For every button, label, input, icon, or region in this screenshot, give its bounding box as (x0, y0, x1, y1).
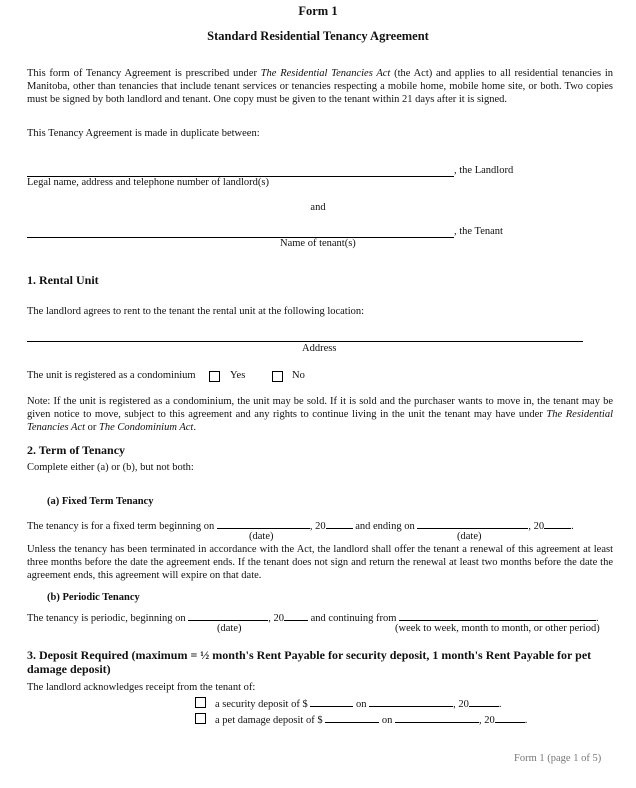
tenant-suffix: , the Tenant (454, 226, 503, 237)
address-field[interactable] (27, 341, 583, 342)
document-title: Standard Residential Tenancy Agreement (207, 29, 429, 43)
intro-paragraph: This form of Tenancy Agreement is prescribed under The Residential Tenancies Act (the Act) and applies to all residential tenancies in Manitoba, other than tenancies that include tenant services or tenancies respecting a mobile home, mobile home site, or both. Two copies must be signed by both landlord and tenant. One copy must be given to the tenant within 21 days after it is signed. (27, 68, 613, 105)
pet-deposit-date-field[interactable] (395, 712, 479, 723)
fixed-end-date-caption: (date) (457, 531, 482, 542)
page-footer: Form 1 (page 1 of 5) (514, 753, 602, 764)
act-name: The Residential Tenancies Act (260, 68, 391, 79)
landlord-caption: Legal name, address and telephone number of landlord(s) (27, 177, 269, 188)
pet-deposit-amount-field[interactable] (325, 712, 379, 723)
condo-yes-label: Yes (230, 370, 246, 381)
periodic-date-caption: (date) (217, 623, 242, 634)
security-deposit-line: a security deposit of $ on , 20 . (215, 696, 501, 710)
and-text: and (310, 202, 326, 213)
condo-question: The unit is registered as a condominium (27, 370, 196, 381)
periodic-heading: (b) Periodic Tenancy (47, 592, 140, 603)
periodic-start-date-field[interactable] (188, 610, 268, 621)
form-number: Form 1 (298, 4, 338, 18)
pet-deposit-line: a pet damage deposit of $ on , 20 . (215, 712, 527, 726)
fixed-start-date-field[interactable] (217, 518, 310, 529)
fixed-end-date-field[interactable] (417, 518, 528, 529)
receipt-text: The landlord acknowledges receipt from the tenant of: (27, 682, 256, 693)
periodic-line: The tenancy is periodic, beginning on , 20 and continuing from . (27, 610, 599, 624)
address-caption: Address (302, 343, 337, 354)
condo-no-checkbox[interactable] (272, 371, 283, 382)
periodic-period-caption: (week to week, month to month, or other period) (395, 623, 600, 634)
term-instruction: Complete either (a) or (b), but not both: (27, 462, 194, 473)
condo-yes-checkbox[interactable] (209, 371, 220, 382)
made-between-text: This Tenancy Agreement is made in duplicate between: (27, 128, 260, 139)
tenant-name-field[interactable] (27, 237, 454, 238)
condo-no-label: No (292, 370, 305, 381)
pet-deposit-year-field[interactable] (495, 712, 525, 723)
fixed-start-date-caption: (date) (249, 531, 274, 542)
fixed-term-line: The tenancy is for a fixed term beginning on , 20 and ending on , 20 . (27, 518, 574, 532)
security-deposit-date-field[interactable] (369, 696, 453, 707)
renewal-paragraph: Unless the tenancy has been terminated in accordance with the Act, the landlord shall offer the tenant a renewal of this agreement at least three months before the date the agreement ends. If the tenant does not sign and return the renewal at least two months before the date the agreement ends, this agreement will expire on that date. (27, 544, 613, 581)
section-3-heading-line1: 3. Deposit Required (maximum = ½ month's Rent Payable for security deposit, 1 month's Rent Payable for pet (27, 648, 592, 662)
section-1-heading: 1. Rental Unit (27, 273, 99, 287)
periodic-period-field[interactable] (399, 610, 596, 621)
tenant-caption: Name of tenant(s) (280, 238, 356, 249)
security-deposit-amount-field[interactable] (310, 696, 353, 707)
pet-deposit-checkbox[interactable] (195, 713, 206, 724)
fixed-start-year-field[interactable] (326, 518, 353, 529)
fixed-term-heading: (a) Fixed Term Tenancy (47, 496, 154, 507)
section-2-heading: 2. Term of Tenancy (27, 443, 126, 457)
periodic-start-year-field[interactable] (284, 610, 308, 621)
landlord-suffix: , the Landlord (454, 165, 514, 176)
location-text: The landlord agrees to rent to the tenant the rental unit at the following location: (27, 306, 365, 317)
security-deposit-year-field[interactable] (469, 696, 499, 707)
security-deposit-checkbox[interactable] (195, 697, 206, 708)
section-3-heading-line2: damage deposit) (27, 662, 111, 676)
condo-note: Note: If the unit is registered as a condominium, the unit may be sold. If it is sold and the purchaser wants to move in, the tenant may be given notice to move, subject to this agreement and any rights to continue living in the unit the tenant may have under The Residential Tenancies Act or The Condominium Act. (27, 396, 613, 433)
fixed-end-year-field[interactable] (544, 518, 571, 529)
